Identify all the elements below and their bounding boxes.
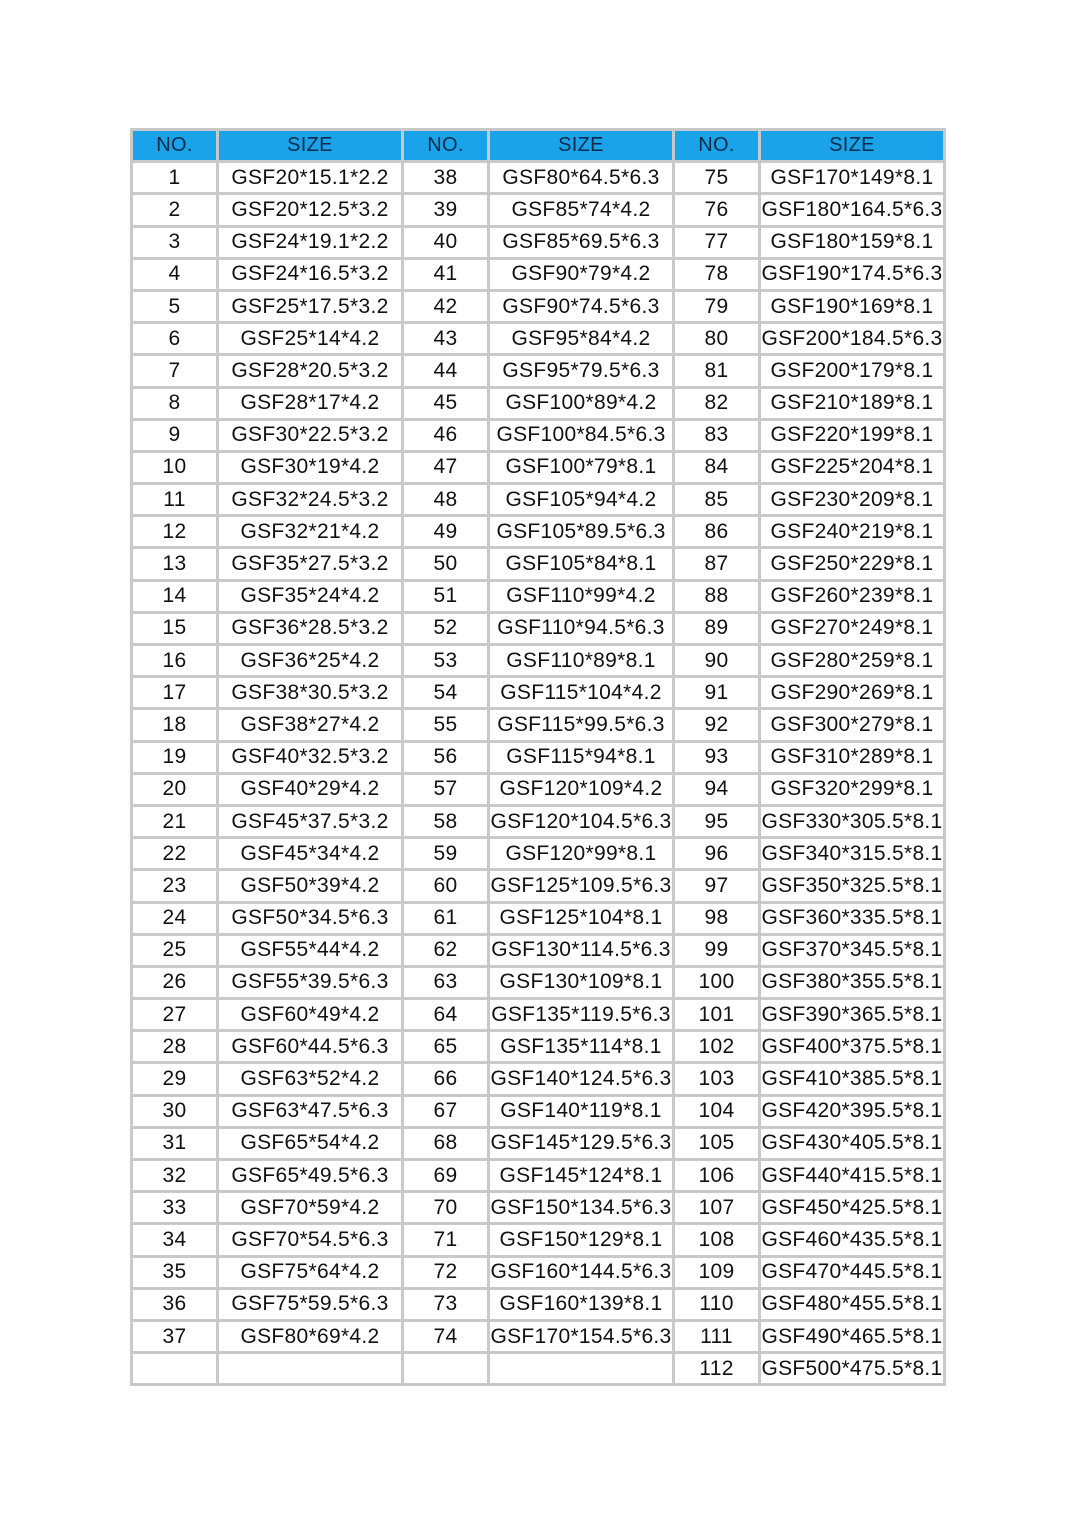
cell-no: 31: [133, 1129, 216, 1158]
cell-size: GSF110*89*8.1: [490, 646, 672, 675]
cell-size: GSF85*74*4.2: [490, 195, 672, 224]
cell-no: 44: [404, 356, 487, 385]
cell-size: GSF170*149*8.1: [761, 163, 943, 192]
cell-size: GSF20*12.5*3.2: [219, 195, 401, 224]
cell-no: 32: [133, 1161, 216, 1190]
header-size-3: SIZE: [761, 131, 943, 160]
cell-size: GSF32*24.5*3.2: [219, 485, 401, 514]
table-row: [133, 292, 943, 321]
cell-no: 87: [675, 549, 758, 578]
table-row: [133, 871, 943, 900]
table-row: [133, 1225, 943, 1254]
cell-no: 84: [675, 453, 758, 482]
cell-size: GSF410*385.5*8.1: [761, 1064, 943, 1093]
cell-size: GSF140*119*8.1: [490, 1097, 672, 1126]
table-row: [133, 678, 943, 707]
cell-no: 28: [133, 1032, 216, 1061]
table-row: [133, 1258, 943, 1287]
cell-no: 1: [133, 163, 216, 192]
cell-size: GSF63*52*4.2: [219, 1064, 401, 1093]
table-row: [133, 228, 943, 257]
cell-size: GSF250*229*8.1: [761, 549, 943, 578]
cell-size: GSF380*355.5*8.1: [761, 968, 943, 997]
cell-no: 92: [675, 710, 758, 739]
cell-no: 14: [133, 582, 216, 611]
cell-no: 13: [133, 549, 216, 578]
cell-size: GSF150*134.5*6.3: [490, 1193, 672, 1222]
cell-no: 99: [675, 936, 758, 965]
cell-no: 16: [133, 646, 216, 675]
cell-size: GSF60*44.5*6.3: [219, 1032, 401, 1061]
cell-size: GSF60*49*4.2: [219, 1000, 401, 1029]
cell-no: 40: [404, 228, 487, 257]
table-row: [133, 1000, 943, 1029]
cell-size: GSF70*54.5*6.3: [219, 1225, 401, 1254]
cell-size: GSF110*94.5*6.3: [490, 614, 672, 643]
cell-size: GSF430*405.5*8.1: [761, 1129, 943, 1158]
cell-size: GSF70*59*4.2: [219, 1193, 401, 1222]
cell-size: GSF125*109.5*6.3: [490, 871, 672, 900]
cell-no: 93: [675, 743, 758, 772]
table-row: [133, 356, 943, 385]
cell-no: 66: [404, 1064, 487, 1093]
cell-size: GSF200*184.5*6.3: [761, 324, 943, 353]
table-row: [133, 195, 943, 224]
cell-size: [490, 1354, 672, 1383]
table-row: [133, 324, 943, 353]
cell-size: GSF330*305.5*8.1: [761, 807, 943, 836]
cell-size: GSF130*109*8.1: [490, 968, 672, 997]
cell-size: GSF90*79*4.2: [490, 260, 672, 289]
cell-no: 11: [133, 485, 216, 514]
table-row: [133, 163, 943, 192]
cell-size: GSF115*99.5*6.3: [490, 710, 672, 739]
cell-no: 105: [675, 1129, 758, 1158]
cell-no: 46: [404, 421, 487, 450]
cell-size: GSF180*164.5*6.3: [761, 195, 943, 224]
cell-no: 43: [404, 324, 487, 353]
cell-no: 98: [675, 904, 758, 933]
cell-size: GSF135*119.5*6.3: [490, 1000, 672, 1029]
table-row: [133, 517, 943, 546]
cell-no: 106: [675, 1161, 758, 1190]
cell-no: 90: [675, 646, 758, 675]
cell-no: [404, 1354, 487, 1383]
cell-size: GSF65*54*4.2: [219, 1129, 401, 1158]
header-size-2: SIZE: [490, 131, 672, 160]
cell-no: 52: [404, 614, 487, 643]
cell-size: GSF360*335.5*8.1: [761, 904, 943, 933]
cell-size: GSF40*32.5*3.2: [219, 743, 401, 772]
cell-no: 112: [675, 1354, 758, 1383]
cell-no: 65: [404, 1032, 487, 1061]
cell-no: 109: [675, 1258, 758, 1287]
table-row: [133, 549, 943, 578]
cell-no: 37: [133, 1322, 216, 1351]
cell-size: GSF20*15.1*2.2: [219, 163, 401, 192]
cell-size: GSF30*22.5*3.2: [219, 421, 401, 450]
cell-size: GSF105*84*8.1: [490, 549, 672, 578]
cell-size: GSF135*114*8.1: [490, 1032, 672, 1061]
table-row: [133, 839, 943, 868]
cell-no: 42: [404, 292, 487, 321]
cell-no: 63: [404, 968, 487, 997]
cell-size: GSF500*475.5*8.1: [761, 1354, 943, 1383]
cell-no: 3: [133, 228, 216, 257]
cell-size: GSF190*174.5*6.3: [761, 260, 943, 289]
cell-size: GSF115*104*4.2: [490, 678, 672, 707]
cell-no: 101: [675, 1000, 758, 1029]
cell-size: GSF120*99*8.1: [490, 839, 672, 868]
cell-no: 18: [133, 710, 216, 739]
cell-no: 107: [675, 1193, 758, 1222]
cell-size: GSF100*84.5*6.3: [490, 421, 672, 450]
cell-no: 70: [404, 1193, 487, 1222]
cell-no: 20: [133, 775, 216, 804]
cell-no: 57: [404, 775, 487, 804]
cell-size: GSF25*17.5*3.2: [219, 292, 401, 321]
cell-size: GSF130*114.5*6.3: [490, 936, 672, 965]
cell-size: [219, 1354, 401, 1383]
cell-no: 39: [404, 195, 487, 224]
cell-no: 48: [404, 485, 487, 514]
size-table-container: [130, 128, 946, 1386]
table-body: [133, 163, 943, 1383]
cell-size: GSF55*44*4.2: [219, 936, 401, 965]
cell-no: 72: [404, 1258, 487, 1287]
cell-no: 8: [133, 389, 216, 418]
cell-size: GSF450*425.5*8.1: [761, 1193, 943, 1222]
cell-size: GSF160*144.5*6.3: [490, 1258, 672, 1287]
table-row: [133, 1129, 943, 1158]
cell-no: 17: [133, 678, 216, 707]
cell-no: 51: [404, 582, 487, 611]
cell-no: 7: [133, 356, 216, 385]
cell-no: 81: [675, 356, 758, 385]
table-row: [133, 1322, 943, 1351]
cell-no: 38: [404, 163, 487, 192]
cell-size: GSF65*49.5*6.3: [219, 1161, 401, 1190]
cell-size: GSF36*25*4.2: [219, 646, 401, 675]
cell-size: GSF90*74.5*6.3: [490, 292, 672, 321]
cell-no: 85: [675, 485, 758, 514]
cell-no: 25: [133, 936, 216, 965]
cell-size: GSF300*279*8.1: [761, 710, 943, 739]
table-row: [133, 807, 943, 836]
cell-size: GSF95*84*4.2: [490, 324, 672, 353]
cell-no: 30: [133, 1097, 216, 1126]
cell-size: GSF28*20.5*3.2: [219, 356, 401, 385]
cell-size: GSF120*109*4.2: [490, 775, 672, 804]
cell-no: [133, 1354, 216, 1383]
cell-size: GSF270*249*8.1: [761, 614, 943, 643]
cell-no: 75: [675, 163, 758, 192]
cell-no: 96: [675, 839, 758, 868]
table-row: [133, 1097, 943, 1126]
cell-size: GSF145*129.5*6.3: [490, 1129, 672, 1158]
cell-size: GSF80*64.5*6.3: [490, 163, 672, 192]
header-no-3: NO.: [675, 131, 758, 160]
cell-no: 12: [133, 517, 216, 546]
cell-size: GSF36*28.5*3.2: [219, 614, 401, 643]
cell-no: 58: [404, 807, 487, 836]
cell-size: GSF35*24*4.2: [219, 582, 401, 611]
cell-no: 5: [133, 292, 216, 321]
table-row: [133, 1290, 943, 1319]
table-row: [133, 743, 943, 772]
cell-size: GSF370*345.5*8.1: [761, 936, 943, 965]
cell-no: 33: [133, 1193, 216, 1222]
cell-no: 61: [404, 904, 487, 933]
cell-no: 21: [133, 807, 216, 836]
cell-size: GSF55*39.5*6.3: [219, 968, 401, 997]
cell-size: GSF80*69*4.2: [219, 1322, 401, 1351]
cell-no: 9: [133, 421, 216, 450]
cell-size: GSF75*64*4.2: [219, 1258, 401, 1287]
cell-no: 10: [133, 453, 216, 482]
cell-no: 74: [404, 1322, 487, 1351]
cell-size: GSF220*199*8.1: [761, 421, 943, 450]
cell-size: GSF350*325.5*8.1: [761, 871, 943, 900]
cell-no: 59: [404, 839, 487, 868]
cell-size: GSF310*289*8.1: [761, 743, 943, 772]
cell-size: GSF38*30.5*3.2: [219, 678, 401, 707]
cell-size: GSF490*465.5*8.1: [761, 1322, 943, 1351]
cell-size: GSF390*365.5*8.1: [761, 1000, 943, 1029]
cell-size: GSF225*204*8.1: [761, 453, 943, 482]
cell-size: GSF110*99*4.2: [490, 582, 672, 611]
cell-no: 89: [675, 614, 758, 643]
cell-no: 34: [133, 1225, 216, 1254]
table-row: [133, 582, 943, 611]
cell-no: 36: [133, 1290, 216, 1319]
table-row: [133, 775, 943, 804]
table-row: [133, 1354, 943, 1383]
cell-size: GSF95*79.5*6.3: [490, 356, 672, 385]
cell-no: 4: [133, 260, 216, 289]
cell-size: GSF230*209*8.1: [761, 485, 943, 514]
cell-size: GSF25*14*4.2: [219, 324, 401, 353]
cell-size: GSF190*169*8.1: [761, 292, 943, 321]
cell-size: GSF40*29*4.2: [219, 775, 401, 804]
table-row: [133, 1193, 943, 1222]
table-row: [133, 904, 943, 933]
cell-size: GSF180*159*8.1: [761, 228, 943, 257]
cell-no: 76: [675, 195, 758, 224]
cell-no: 100: [675, 968, 758, 997]
cell-no: 60: [404, 871, 487, 900]
cell-no: 2: [133, 195, 216, 224]
cell-no: 97: [675, 871, 758, 900]
cell-no: 27: [133, 1000, 216, 1029]
cell-no: 49: [404, 517, 487, 546]
table-row: [133, 421, 943, 450]
cell-no: 50: [404, 549, 487, 578]
cell-no: 108: [675, 1225, 758, 1254]
cell-size: GSF50*39*4.2: [219, 871, 401, 900]
cell-size: GSF150*129*8.1: [490, 1225, 672, 1254]
cell-size: GSF200*179*8.1: [761, 356, 943, 385]
cell-no: 29: [133, 1064, 216, 1093]
cell-size: GSF32*21*4.2: [219, 517, 401, 546]
cell-no: 53: [404, 646, 487, 675]
size-table: [130, 128, 946, 1386]
cell-size: GSF100*79*8.1: [490, 453, 672, 482]
table-row: [133, 614, 943, 643]
cell-size: GSF320*299*8.1: [761, 775, 943, 804]
cell-no: 95: [675, 807, 758, 836]
table-row: [133, 389, 943, 418]
cell-size: GSF105*89.5*6.3: [490, 517, 672, 546]
cell-no: 91: [675, 678, 758, 707]
cell-size: GSF290*269*8.1: [761, 678, 943, 707]
cell-no: 79: [675, 292, 758, 321]
cell-size: GSF30*19*4.2: [219, 453, 401, 482]
cell-no: 110: [675, 1290, 758, 1319]
cell-no: 102: [675, 1032, 758, 1061]
cell-no: 54: [404, 678, 487, 707]
cell-size: GSF85*69.5*6.3: [490, 228, 672, 257]
table-row: [133, 1032, 943, 1061]
cell-size: GSF50*34.5*6.3: [219, 904, 401, 933]
cell-no: 15: [133, 614, 216, 643]
cell-no: 80: [675, 324, 758, 353]
header-no-1: NO.: [133, 131, 216, 160]
cell-size: GSF170*154.5*6.3: [490, 1322, 672, 1351]
cell-no: 47: [404, 453, 487, 482]
cell-size: GSF240*219*8.1: [761, 517, 943, 546]
cell-size: GSF115*94*8.1: [490, 743, 672, 772]
table-row: [133, 453, 943, 482]
cell-no: 94: [675, 775, 758, 804]
cell-no: 19: [133, 743, 216, 772]
header-no-2: NO.: [404, 131, 487, 160]
cell-size: GSF440*415.5*8.1: [761, 1161, 943, 1190]
cell-no: 86: [675, 517, 758, 546]
cell-no: 62: [404, 936, 487, 965]
cell-size: GSF260*239*8.1: [761, 582, 943, 611]
cell-no: 82: [675, 389, 758, 418]
cell-size: GSF28*17*4.2: [219, 389, 401, 418]
table-header-row: [133, 131, 943, 160]
cell-no: 104: [675, 1097, 758, 1126]
cell-size: GSF63*47.5*6.3: [219, 1097, 401, 1126]
cell-size: GSF45*34*4.2: [219, 839, 401, 868]
cell-no: 68: [404, 1129, 487, 1158]
cell-size: GSF35*27.5*3.2: [219, 549, 401, 578]
table-row: [133, 936, 943, 965]
cell-size: GSF480*455.5*8.1: [761, 1290, 943, 1319]
table-row: [133, 968, 943, 997]
cell-no: 73: [404, 1290, 487, 1319]
cell-size: GSF145*124*8.1: [490, 1161, 672, 1190]
header-size-1: SIZE: [219, 131, 401, 160]
cell-size: GSF24*19.1*2.2: [219, 228, 401, 257]
cell-size: GSF470*445.5*8.1: [761, 1258, 943, 1287]
cell-no: 45: [404, 389, 487, 418]
cell-size: GSF420*395.5*8.1: [761, 1097, 943, 1126]
cell-no: 78: [675, 260, 758, 289]
cell-size: GSF160*139*8.1: [490, 1290, 672, 1319]
cell-no: 103: [675, 1064, 758, 1093]
table-row: [133, 260, 943, 289]
cell-no: 111: [675, 1322, 758, 1351]
cell-size: GSF125*104*8.1: [490, 904, 672, 933]
cell-size: GSF75*59.5*6.3: [219, 1290, 401, 1319]
cell-size: GSF140*124.5*6.3: [490, 1064, 672, 1093]
cell-size: GSF100*89*4.2: [490, 389, 672, 418]
cell-no: 71: [404, 1225, 487, 1254]
cell-no: 22: [133, 839, 216, 868]
cell-no: 35: [133, 1258, 216, 1287]
cell-size: GSF24*16.5*3.2: [219, 260, 401, 289]
cell-no: 64: [404, 1000, 487, 1029]
table-row: [133, 646, 943, 675]
cell-no: 77: [675, 228, 758, 257]
cell-no: 6: [133, 324, 216, 353]
cell-size: GSF38*27*4.2: [219, 710, 401, 739]
cell-size: GSF400*375.5*8.1: [761, 1032, 943, 1061]
cell-no: 56: [404, 743, 487, 772]
cell-no: 69: [404, 1161, 487, 1190]
cell-no: 67: [404, 1097, 487, 1126]
cell-size: GSF105*94*4.2: [490, 485, 672, 514]
table-row: [133, 1161, 943, 1190]
cell-size: GSF280*259*8.1: [761, 646, 943, 675]
cell-no: 88: [675, 582, 758, 611]
cell-no: 83: [675, 421, 758, 450]
table-row: [133, 485, 943, 514]
table-row: [133, 1064, 943, 1093]
cell-size: GSF45*37.5*3.2: [219, 807, 401, 836]
cell-size: GSF340*315.5*8.1: [761, 839, 943, 868]
cell-size: GSF460*435.5*8.1: [761, 1225, 943, 1254]
cell-size: GSF120*104.5*6.3: [490, 807, 672, 836]
cell-no: 55: [404, 710, 487, 739]
cell-no: 24: [133, 904, 216, 933]
cell-no: 23: [133, 871, 216, 900]
cell-no: 26: [133, 968, 216, 997]
cell-no: 41: [404, 260, 487, 289]
cell-size: GSF210*189*8.1: [761, 389, 943, 418]
table-row: [133, 710, 943, 739]
